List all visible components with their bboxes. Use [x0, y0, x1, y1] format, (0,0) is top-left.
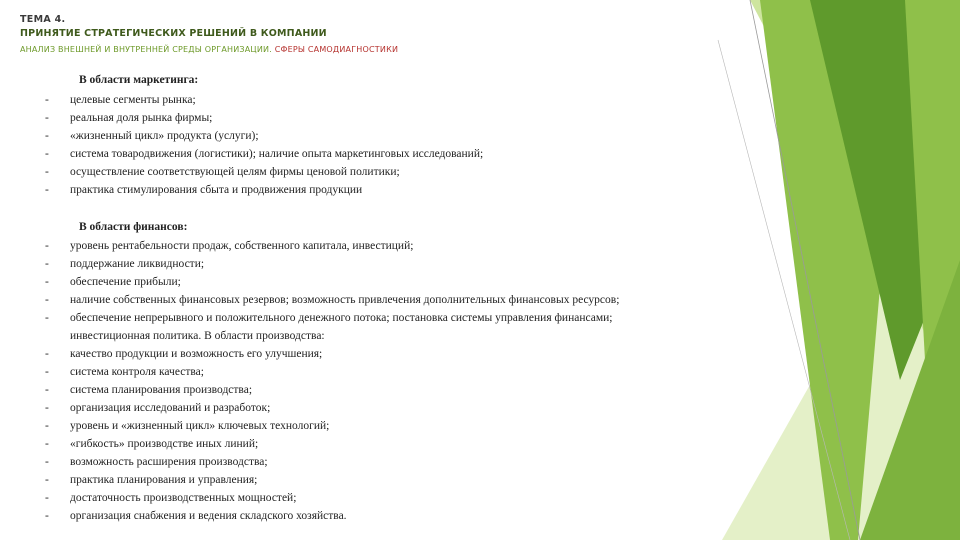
list-item [45, 507, 347, 525]
bullet-dash: - [45, 492, 49, 504]
bullet-dash: - [45, 312, 49, 324]
list-item [45, 255, 205, 273]
list-item-text: уровень и «жизненный цикл» ключевых технологий; [70, 420, 330, 432]
list-item-text: поддержание ликвидности; [70, 258, 205, 270]
bullet-dash: - [45, 420, 49, 432]
bullet-dash: - [45, 366, 49, 378]
list-item [45, 399, 271, 417]
bullet-dash: - [45, 130, 49, 142]
list-item-text: инвестиционная политика. В области производства: [70, 330, 325, 342]
bullet-dash: - [45, 438, 49, 450]
list-item [45, 471, 258, 489]
bullet-dash: - [45, 402, 49, 414]
list-item-text: реальная доля рынка фирмы; [70, 112, 213, 124]
list-item-text: система планирования производства; [70, 384, 253, 396]
list-item [45, 489, 297, 507]
list-item [45, 417, 330, 435]
bullet-dash: - [45, 294, 49, 306]
list-item [45, 273, 181, 291]
finance-heading: В области финансов: [79, 221, 188, 233]
list-item-text: возможность расширения производства; [70, 456, 268, 468]
list-item [45, 291, 620, 309]
list-item-text: практика стимулирования сбыта и продвижения продукции [70, 184, 363, 196]
list-item [45, 91, 196, 109]
list-item-text: организация исследований и разработок; [70, 402, 271, 414]
list-item-text: обеспечение прибыли; [70, 276, 181, 288]
bullet-dash: - [45, 348, 49, 360]
bullet-dash: - [45, 166, 49, 178]
bullet-dash: - [45, 258, 49, 270]
bullet-dash: - [45, 148, 49, 160]
list-item-text: система товародвижения (логистики); наличие опыта маркетинговых исследований; [70, 148, 484, 160]
list-item [45, 345, 323, 363]
list-item [45, 363, 204, 381]
list-item-text: качество продукции и возможность его улучшения; [70, 348, 323, 360]
list-item [45, 181, 363, 199]
list-item-text: осуществление соответствующей целям фирмы ценовой политики; [70, 166, 400, 178]
list-item [45, 109, 213, 127]
list-item-text: обеспечение непрерывного и положительного денежного потока; постановка системы управления финансами; [70, 312, 613, 324]
list-item [45, 237, 414, 255]
subtitle-highlight: СФЕРЫ САМОДИАГНОСТИКИ [274, 45, 399, 54]
list-item [45, 309, 613, 327]
list-item-text: наличие собственных финансовых резервов; возможность привлечения дополнительных финансовых ресурсов; [70, 294, 620, 306]
list-item-text: система контроля качества; [70, 366, 204, 378]
list-item [45, 453, 268, 471]
list-item-text: целевые сегменты рынка; [70, 94, 196, 106]
bullet-dash: - [45, 510, 49, 522]
list-item [45, 127, 259, 145]
list-item [45, 435, 259, 453]
list-item-text: организация снабжения и ведения складского хозяйства. [70, 510, 347, 522]
list-item-text: уровень рентабельности продаж, собственного капитала, инвестиций; [70, 240, 414, 252]
list-item [45, 145, 484, 163]
page-subtitle [20, 45, 398, 54]
list-item-text: достаточность производственных мощностей; [70, 492, 297, 504]
list-item-continuation [70, 327, 325, 345]
list-item-text: «гибкость» производстве иных линий; [70, 438, 259, 450]
bullet-dash: - [45, 276, 49, 288]
bullet-dash: - [45, 384, 49, 396]
page-title: ПРИНЯТИЕ СТРАТЕГИЧЕСКИХ РЕШЕНИЙ В КОМПАНИИ [20, 28, 327, 39]
list-item [45, 381, 253, 399]
marketing-heading: В области маркетинга: [79, 74, 199, 86]
bullet-dash: - [45, 184, 49, 196]
topic-label: ТЕМА 4. [20, 14, 66, 25]
bullet-dash: - [45, 456, 49, 468]
list-item-text: практика планирования и управления; [70, 474, 258, 486]
list-item-text: «жизненный цикл» продукта (услуги); [70, 130, 259, 142]
bullet-dash: - [45, 474, 49, 486]
subtitle-main: АНАЛИЗ ВНЕШНЕЙ И ВНУТРЕННЕЙ СРЕДЫ ОРГАНИЗАЦИИ. [20, 45, 272, 54]
bullet-dash: - [45, 112, 49, 124]
bullet-dash: - [45, 240, 49, 252]
bullet-dash: - [45, 94, 49, 106]
list-item [45, 163, 400, 181]
